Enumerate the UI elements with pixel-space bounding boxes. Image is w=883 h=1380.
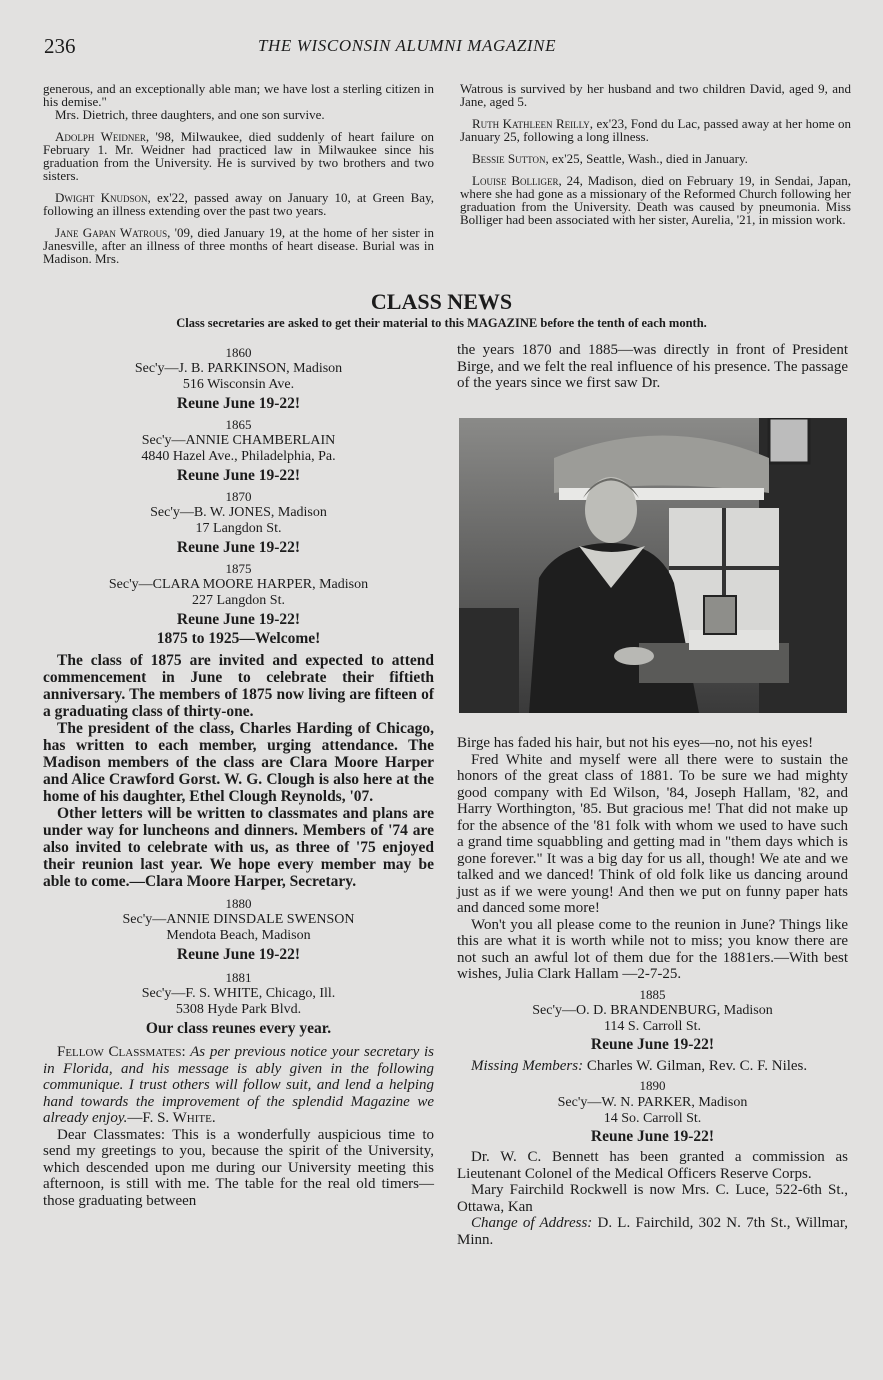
reune-notice: Reune June 19-22! xyxy=(590,1127,715,1145)
class-secretary: Sec'y—F. S. WHITE, Chicago, Ill. xyxy=(141,986,336,1001)
reune-notice: Reune June 19-22! xyxy=(176,467,301,484)
class-1881-news xyxy=(43,1044,434,1209)
obituaries-left xyxy=(43,82,434,274)
class-news-subheading: Class secretaries are asked to get their material to this MAGAZINE before the tenth of each month. xyxy=(176,316,707,330)
news-item: Mary Fairchild Rockwell is now Mrs. C. Luce, 522-6th St., Ottawa, Kan xyxy=(457,1182,848,1215)
obit-paragraph: Mrs. Dietrich, three daughters, and one son survive. xyxy=(55,107,325,122)
class-year: 1860 xyxy=(225,345,252,360)
secretary-note: Fellow Classmates: As per previous notice your secretary is in Florida, and his message is ably given in the following communique. I trust others will follow suit, and lend a helping hand towards the improvement of the splendid Magazine we already enjoy.—F. S. White. xyxy=(43,1044,434,1126)
letter-paragraph: Birge has faded his hair, but not his eyes—no, not his eyes! xyxy=(457,735,814,751)
letter-paragraph: the years 1870 and 1885—was directly in front of President Birge, and we felt the real influence of his presence. The passage of the years since we first saw Dr. xyxy=(457,342,848,391)
class-block-1875 xyxy=(43,561,434,648)
class-secretary: Sec'y—ANNIE DINSDALE SWENSON xyxy=(122,912,355,927)
obit-paragraph: Adolph Weidner, '98, Milwaukee, died suddenly of heart failure on February 1. Mr. Weidner had practiced law in Milwaukee since his graduation from the University. He is survived by two brothers and two sisters. xyxy=(43,129,434,183)
obit-paragraph: Watrous is survived by her husband and two children David, aged 9, and Jane, aged 5. xyxy=(460,81,851,109)
class-news-heading: CLASS NEWS xyxy=(370,289,513,314)
class-secretary: Sec'y—O. D. BRANDENBURG, Madison xyxy=(532,1003,773,1018)
class-secretary: Sec'y—J. B. PARKINSON, Madison xyxy=(134,361,343,376)
change-of-address: Change of Address: D. L. Fairchild, 302 N. 7th St., Willmar, Minn. xyxy=(457,1215,848,1248)
letter-paragraph: Dear Classmates: This is a wonderfully auspicious time to send my greetings to you, because the spirit of the University, which descended upon me during our University meeting this afternoon, is still with me. The table for the real old timers—those graduating between xyxy=(43,1126,434,1209)
class-address: 5308 Hyde Park Blvd. xyxy=(175,1002,302,1017)
reune-notice: Reune June 19-22! xyxy=(590,1036,715,1053)
class-year: 1865 xyxy=(225,417,252,432)
obit-paragraph: generous, and an exceptionally able man; we have lost a sterling citizen in his demise." xyxy=(43,81,434,109)
class-address: 516 Wisconsin Ave. xyxy=(182,377,295,392)
reune-notice: Reune June 19-22! xyxy=(176,611,301,628)
class-year: 1890 xyxy=(639,1078,666,1093)
class-address: 14 So. Carroll St. xyxy=(603,1110,702,1126)
portrait-photo xyxy=(459,418,847,713)
welcome-heading: 1875 to 1925—Welcome! xyxy=(156,630,321,647)
class-address: 114 S. Carroll St. xyxy=(603,1019,702,1034)
class-year: 1881 xyxy=(225,970,252,985)
reune-notice: Reune June 19-22! xyxy=(176,946,301,963)
class-year: 1875 xyxy=(225,561,252,576)
class-motto: Our class reunes every year. xyxy=(145,1020,332,1037)
news-paragraph: The president of the class, Charles Harding of Chicago, has written to each member, urging attendance. The Madison members of the class are Clara Moore Harper and Alice Crawford Gorst. W. G. Clough is also here at the home of his daughter, Ethel Clough Reynolds, '07. xyxy=(43,720,434,805)
class-address: Mendota Beach, Madison xyxy=(166,928,311,943)
class-block-1870 xyxy=(43,489,434,557)
right-column xyxy=(457,735,848,1248)
reune-notice: Reune June 19-22! xyxy=(176,395,301,412)
class-year: 1885 xyxy=(639,986,666,1002)
class-block-1860 xyxy=(43,345,434,413)
class-1875-news xyxy=(43,652,434,890)
class-year: 1870 xyxy=(225,489,252,504)
news-paragraph: Other letters will be written to classmates and plans are under way for luncheons and dinners. Members of '74 are also invited to celebrate with us, as three of '75 enjoyed their reunion last year. We hope every member may be able to come.—Clara Moore Harper, Secretary. xyxy=(43,805,434,890)
class-secretary: Sec'y—B. W. JONES, Madison xyxy=(150,505,327,520)
obituaries-right xyxy=(460,82,851,235)
class-block-1885 xyxy=(457,987,848,1054)
class-year: 1880 xyxy=(225,896,252,911)
obit-paragraph: Bessie Sutton, ex'25, Seattle, Wash., died in January. xyxy=(472,151,748,166)
class-address: 227 Langdon St. xyxy=(192,593,285,608)
reune-notice: Reune June 19-22! xyxy=(176,539,301,556)
class-block-1880 xyxy=(43,896,434,964)
class-address: 4840 Hazel Ave., Philadelphia, Pa. xyxy=(141,449,336,464)
class-address: 17 Langdon St. xyxy=(195,521,282,536)
class-secretary: Sec'y—W. N. PARKER, Madison xyxy=(557,1094,748,1110)
news-item: Dr. W. C. Bennett has been granted a commission as Lieutenant Colonel of the Medical Officers Reserve Corps. xyxy=(457,1149,848,1182)
letter-paragraph: Won't you all please come to the reunion in June? Things like this are what it is worth while not to miss; you know there are not such an awful lot of them due for the 1881ers.—With best wishes, Julia Clark Hallam —2-7-25. xyxy=(457,916,848,982)
missing-members: Missing Members: Charles W. Gilman, Rev. C. F. Niles. xyxy=(471,1057,808,1074)
photo-illustration xyxy=(459,418,847,713)
class-block-1881 xyxy=(43,970,434,1038)
page-number: 236 xyxy=(44,34,76,58)
class-block-1865 xyxy=(43,417,434,485)
obit-paragraph: Dwight Knudson, ex'22, passed away on January 10, at Green Bay, following an illness extending over the past two years. xyxy=(43,190,434,218)
class-block-1890 xyxy=(457,1078,848,1145)
class-secretary: Sec'y—ANNIE CHAMBERLAIN xyxy=(141,433,336,448)
left-column xyxy=(43,342,434,1209)
news-paragraph: The class of 1875 are invited and expected to attend commencement in June to celebrate their fiftieth anniversary. The members of 1875 now living are fifteen of a graduating class of thirty-one. xyxy=(43,652,434,720)
letter-paragraph: Fred White and myself were all there were to sustain the honors of the great class of 1881. To be sure we had mighty good company with Ed Wilson, '84, Joseph Hallam, '82, and Harry Worthington, '85. But gracious me! That did not make up for the absence of the '81 folk with whom we used to have such a grand time squabbling and getting mad in "them days which is gone forever." It was a big day for us all, though! We ate and we talked and we danced! Think of old folk like us dancing around just as if we were young! And then we put on funny paper hats and danced some more! xyxy=(457,751,848,916)
running-title: THE WISCONSIN ALUMNI MAGAZINE xyxy=(258,36,557,55)
obit-paragraph: Louise Bolliger, 24, Madison, died on February 19, in Sendai, Japan, where she had gone as a missionary of the Reformed Church following her graduation from the University. Death was caused by pneumonia. Miss Bolliger had been associated with her sister, Aurelia, '21, in mission work. xyxy=(460,173,852,227)
obit-paragraph: Jane Gapan Watrous, '09, died January 19, at the home of her sister in Janesville, after an illness of three months of heart disease. Burial was in Madison. Mrs. xyxy=(43,225,434,266)
right-column-top xyxy=(457,342,848,392)
obit-paragraph: Ruth Kathleen Reilly, ex'23, Fond du Lac, passed away at her home on January 25, following a long illness. xyxy=(460,116,851,144)
class-secretary: Sec'y—CLARA MOORE HARPER, Madison xyxy=(108,577,369,592)
